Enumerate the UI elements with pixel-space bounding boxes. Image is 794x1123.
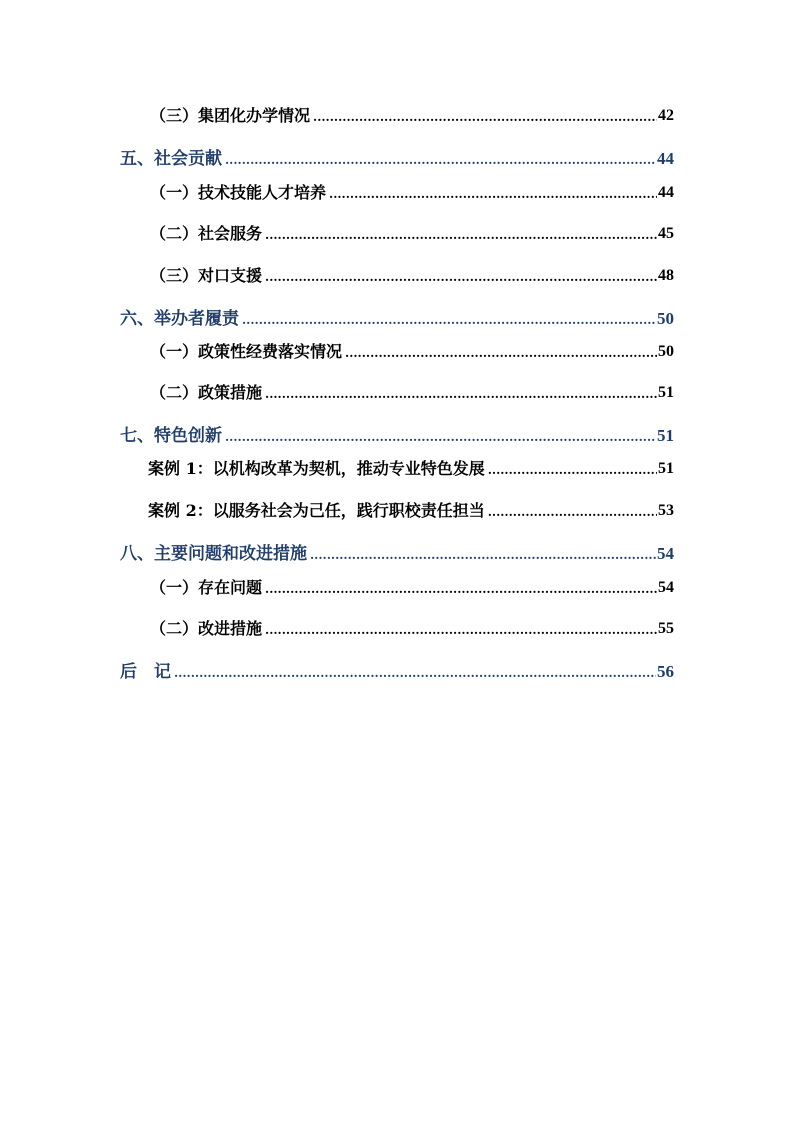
toc-entry-page: 44 xyxy=(658,184,674,201)
toc-entry-case-1[interactable] xyxy=(148,458,674,480)
toc-entry-page: 50 xyxy=(658,343,674,360)
toc-entry-page: 51 xyxy=(658,384,674,401)
toc-section-page: 54 xyxy=(657,544,674,563)
toc-dot-leader xyxy=(345,346,657,363)
toc-entry-group-schooling[interactable] xyxy=(150,105,674,127)
toc-section-title: 七、特色创新 xyxy=(120,426,222,446)
toc-section-title: 八、主要问题和改进措施 xyxy=(120,544,307,564)
toc-entry-page: 53 xyxy=(658,502,674,519)
toc-entry-page: 54 xyxy=(658,579,674,596)
toc-entry-social-service[interactable] xyxy=(150,223,674,245)
toc-entry-page: 51 xyxy=(658,460,674,477)
toc-entry-funding-implementation[interactable] xyxy=(150,341,674,363)
toc-section-page: 44 xyxy=(657,149,674,168)
toc-entry-page: 45 xyxy=(658,225,674,242)
toc-entry-title: （一）技术技能人才培养 xyxy=(150,183,327,202)
toc-section-page: 56 xyxy=(657,662,674,681)
toc-dot-leader xyxy=(265,387,657,404)
toc-entry-paired-assistance[interactable] xyxy=(150,265,674,287)
toc-entry-title: 案例 1：以机构改革为契机，推动专业特色发展 xyxy=(148,459,485,478)
toc-entry-policy-measures[interactable] xyxy=(150,382,674,404)
toc-entry-page: 55 xyxy=(658,620,674,637)
toc-section-page: 50 xyxy=(657,309,674,328)
toc-section-problems[interactable] xyxy=(120,543,674,565)
toc-section-sponsor-duties[interactable] xyxy=(120,308,674,330)
toc-section-title: 后 记 xyxy=(120,662,171,682)
toc-entry-title: 案例 2：以服务社会为己任，践行职校责任担当 xyxy=(148,501,485,520)
toc-entry-title: （一）存在问题 xyxy=(150,578,263,597)
toc-dot-leader xyxy=(174,666,656,683)
toc-dot-leader xyxy=(242,313,656,330)
toc-dot-leader xyxy=(225,153,656,170)
toc-section-postscript[interactable] xyxy=(120,661,674,683)
toc-entry-talent-training[interactable] xyxy=(150,182,674,204)
toc-section-title: 五、社会贡献 xyxy=(120,149,222,169)
toc-dot-leader xyxy=(265,623,657,640)
toc-entry-page: 42 xyxy=(658,107,674,124)
toc-dot-leader xyxy=(329,187,657,204)
toc-dot-leader xyxy=(265,270,657,287)
toc-section-social-contribution[interactable] xyxy=(120,148,674,170)
toc-entry-title: （二）社会服务 xyxy=(150,224,263,243)
toc-dot-leader xyxy=(313,110,657,127)
toc-entry-title: （一）政策性经费落实情况 xyxy=(150,342,343,361)
toc-entry-title: （三）对口支援 xyxy=(150,266,263,285)
toc-entry-case-2[interactable] xyxy=(148,500,674,522)
toc-entry-page: 48 xyxy=(658,267,674,284)
toc-entry-existing-problems[interactable] xyxy=(150,577,674,599)
toc-dot-leader xyxy=(488,505,657,522)
toc-dot-leader xyxy=(310,548,656,565)
toc-dot-leader xyxy=(265,228,657,245)
toc-entry-improvement-measures[interactable] xyxy=(150,618,674,640)
toc-entry-title: （三）集团化办学情况 xyxy=(150,106,311,125)
toc-entry-title: （二）政策措施 xyxy=(150,383,263,402)
toc-dot-leader xyxy=(488,463,657,480)
toc-entry-title: （二）改进措施 xyxy=(150,619,263,638)
toc-section-title: 六、举办者履责 xyxy=(120,309,239,329)
toc-section-innovation[interactable] xyxy=(120,425,674,447)
toc-dot-leader xyxy=(225,430,656,447)
toc-section-page: 51 xyxy=(657,426,674,445)
toc-dot-leader xyxy=(265,582,657,599)
